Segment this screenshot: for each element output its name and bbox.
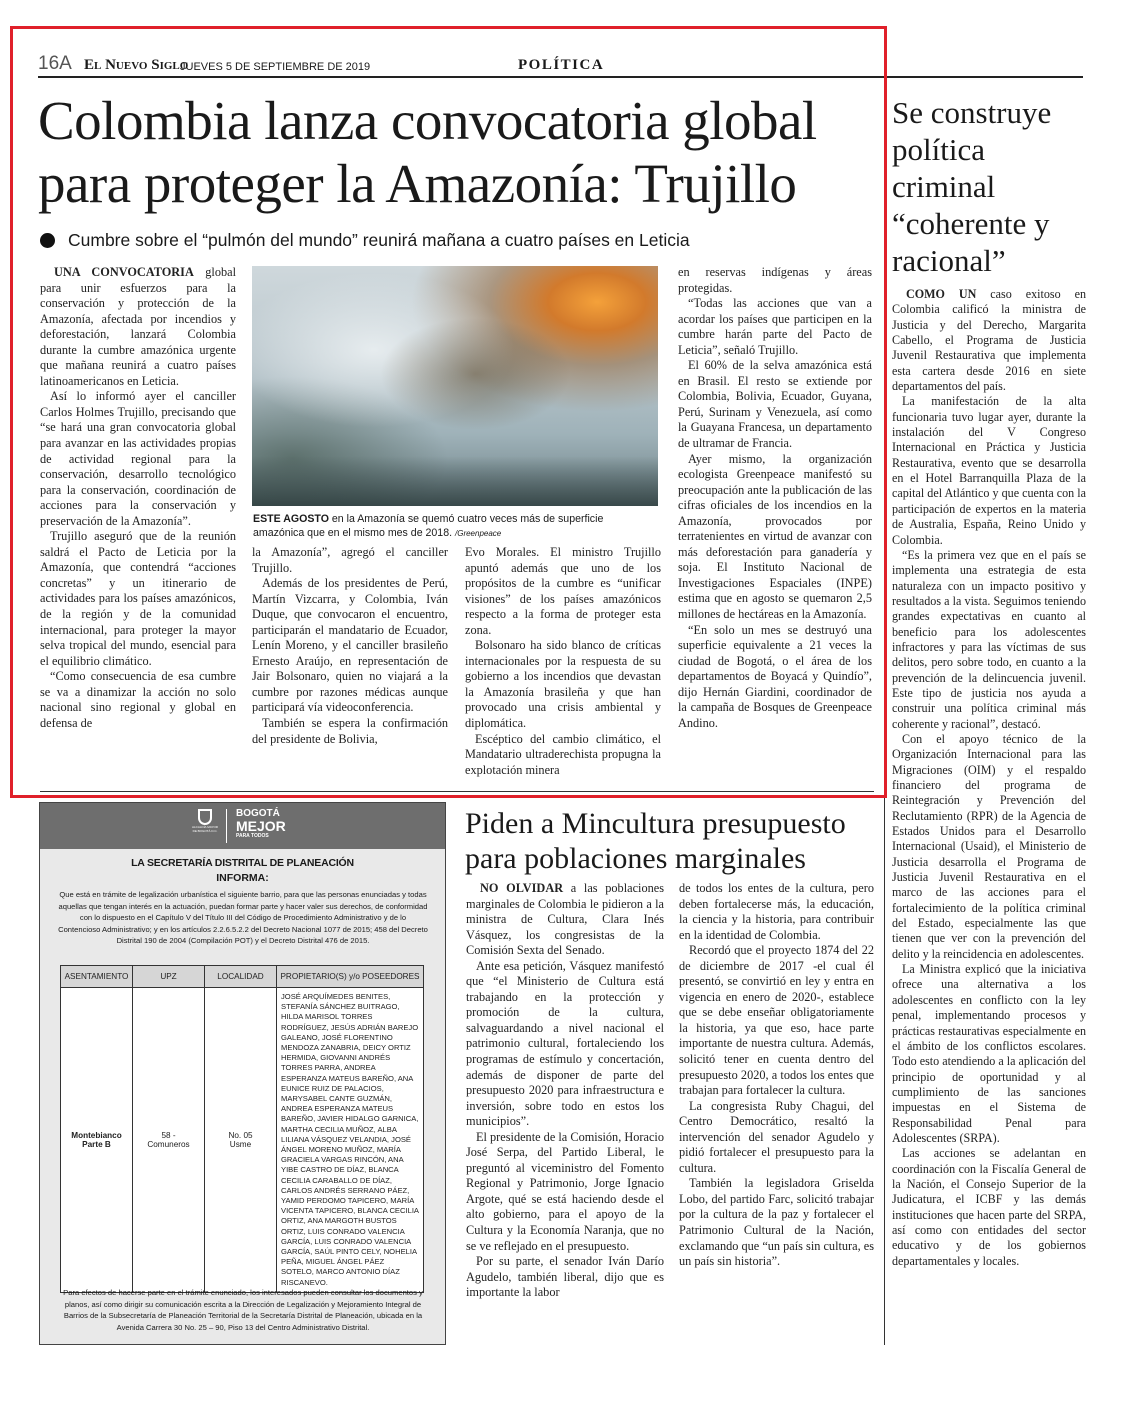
- page-header: [38, 55, 1083, 77]
- notice-banner: [40, 803, 445, 849]
- section-rule: [40, 791, 874, 792]
- right-column: COMO UN caso exitoso en Colombia calificó la ministra de Justicia y del Derecho, Margarita Cabello, el Programa de Justicia Juvenil Restaurativa que implementa esta cartera desde 2016 en siete departamentos del país. La manifestación de la alta funcionaria tuvo lugar ayer, durante la instalación del V Congreso Internacional en Práctica y Justicia Restaurativa, evento que se desarrolla en el Hotel Barranquilla Plaza de la capital del Atlántico y que cuenta con la participación de expertos en la materia de Australia, España, Reino Unido y Colombia. “Es la primera vez que en el país se implementa una estrategia de esta naturaleza con un impacto positivo y resultados a la vista. Seguimos teniendo grandes expectativas en cuanto al beneficio para los adolescentes infractores y para las víctimas de sus delitos, pero sobre todo, en cuanto a la prevención de la delincuencia juvenil. Este tipo de justicia nos ayuda a construir una política criminal más coherente y racional”, destacó. Con el apoyo técnico de la Organización Internacional para las Migraciones (OIM) y el respaldo financiero del programa de Reintegración y Prevención del Reclutamiento (RPR) de la Agencia de Estados Unidos para el Desarrollo Internacional (Usaid), el Ministerio de Justicia desarrolla el Programa de Justicia Juvenil Restaurativa en el marco de las acciones para el fortalecimiento de la política criminal del Estado, especialmente las que tienen que ver con la prevención del delito y la reincidencia en adolescentes. La Ministra explicó que la iniciativa ofrece una alternativa a los adolescentes en conflicto con la ley penal, implementando procesos y prácticas restaurativas especialmente en el ámbito de los conflictos escolares. Todo esto atendiendo a la aplicación del principio de oportunidad y al cumplimiento de las sanciones impuestas en el Sistema de Responsabilidad Penal para Adolescentes (SRPA). Las acciones se adelantan en coordinación con la Fiscalía General de la Nación, el Consejo Superior de la Judicatura, el ICBF y las demás instituciones que hacen parte del SRPA, así como con entidades del sector educativo y de los gobiernos departamentales y locales.: [892, 287, 1086, 1268]
- main-col-4: en reservas indígenas y áreas protegidas. “Todas las acciones que van a acordar los países que participen en la cumbre harán parte del Pacto de Leticia”, señaló Trujillo. El 60% de la selva amazónica está en Brasil. El resto se extiende por Colombia, Bolivia, Ecuador, Guyana, Perú, Surinam y Venezuela, así como la Guayana Francesa, un departamento de ultramar de Francia. Ayer mismo, la organización ecologista Greenpeace manifestó su preocupación ante la publicación de las cifras oficiales de los incendios en la Amazonía, provocados por terratenientes en virtud de avanzar con más deforestación para ganadería y soja. El Instituto Nacional de Investigaciones Espaciales (INPE) estima que en agosto se quemaron 2,5 millones de hectáreas en la Amazonía. “En solo un mes se destruyó una superficie equivalente a 21 veces la ciudad de Bogotá, o el área de los departamentos de Boyacá y Quindío”, dijo Hernán Giardini, coordinador de la campaña de Bosques de Greenpeace Andino.: [678, 265, 872, 730]
- paragraph: NO OLVIDAR a las poblaciones marginales de Colombia le pidieron a la ministra de Cultura, Clara Inés Vásquez, los congresistas de la Comisión Sexta del Senado.: [466, 881, 664, 958]
- bogota-seal-logo: ALCALDÍA MAYOR DE BOGOTÁ D.C.: [190, 809, 220, 843]
- notice-table: ASENTAMIENTO UPZ LOCALIDAD PROPIETARIO(S) y/o POSEEDORES Montebianco Parte B 58 - Comuneros No. 05 Usme JOSÉ ARQUÍMEDES BENITES, STEFANÍA SÁNCHEZ BUITRAGO, HILDA MARISOL TORRES RODRÍGUEZ, JESÚS ADRIÁN BAREJO GALEANO, JOSÉ FLORENTINO MENDOZA ZANABRIA, DEICY ORTIZ HERMIDA, GIOVANNI ANDRÉS TORRES PARRA, ANDREA ESPERANZA MATEUS BAREÑO, ANA EUNICE RUIZ DE PALACIOS, MARYSABEL CANTE GUZMÁN, ANDREA ESPERANZA MATEUS BAREÑO, JAVIER HIDALGO GARNICA, MARTHA CECILIA MUÑOZ, ALBA LILIANA VÁSQUEZ VELANDIA, JOSÉ ÁNGEL MORENO MUÑOZ, MARÍA GRACIELA VARGAS RINCÓN, ANA YIBE CASTRO DE DÍAZ, BLANCA CECILIA CARABALLO DE DÍAZ, CARLOS ANDRÉS SERRANO PÁEZ, YAMID PERDOMO TAPICERO, MARÍA VICENTA TAPICERO, BLANCA CECILIA ORTIZ, ANA MARGOTH BUSTOS ORTIZ, LUIS CONRADO VALENCIA GARCÍA, LUIS CONRADO VALENCIA GARCÍA, SAÚL PINTO CELY, NOHELIA PEÑA, MIGUEL ÁNGEL PÁEZ SOTELO, MARCO ANTONIO DÍAZ RISCANEVO.: [60, 965, 424, 1293]
- main-col-3: Evo Morales. El ministro Trujillo apuntó además que uno de los propósitos de la cumbre es “unificar visiones” de los países amazónicos respecto a la forma de proteger esta zona. Bolsonaro ha sido blanco de críticas internacionales por la respuesta de su gobierno a los incendios que devastan la Amazonía brasileña y que han provocado una crisis ambiental y diplomática. Escéptico del cambio climático, el Mandatario ultraderechista propugna la explotación minera: [465, 545, 661, 777]
- owners-cell: JOSÉ ARQUÍMEDES BENITES, STEFANÍA SÁNCHEZ BUITRAGO, HILDA MARISOL TORRES RODRÍGUEZ, JESÚS ADRIÁN BAREJO GALEANO, JOSÉ FLORENTINO MENDOZA ZANABRIA, DEICY ORTIZ HERMIDA, GIOVANNI ANDRÉS TORRES PARRA, ANDREA ESPERANZA MATEUS BAREÑO, ANA EUNICE RUIZ DE PALACIOS, MARYSABEL CANTE GUZMÁN, ANDREA ESPERANZA MATEUS BAREÑO, JAVIER HIDALGO GARNICA, MARTHA CECILIA MUÑOZ, ALBA LILIANA VÁSQUEZ VELANDIA, JOSÉ ÁNGEL MORENO MUÑOZ, MARÍA GRACIELA VARGAS RINCÓN, ANA YIBE CASTRO DE DÍAZ, BLANCA CECILIA CARABALLO DE DÍAZ, CARLOS ANDRÉS SERRANO PÁEZ, YAMID PERDOMO TAPICERO, MARÍA VICENTA TAPICERO, BLANCA CECILIA ORTIZ, ANA MARGOTH BUSTOS ORTIZ, LUIS CONRADO VALENCIA GARCÍA, LUIS CONRADO VALENCIA GARCÍA, SAÚL PINTO CELY, NOHELIA PEÑA, MIGUEL ÁNGEL PÁEZ SOTELO, MARCO ANTONIO DÍAZ RISCANEVO.: [277, 988, 424, 1293]
- page-number: 16A: [38, 53, 72, 74]
- newspaper-name: El Nuevo Siglo: [84, 57, 189, 73]
- notice-title: LA SECRETARÍA DISTRITAL DE PLANEACIÓN: [131, 857, 354, 869]
- bogota-mejor-logo: BOGOTÁ MEJOR PARA TODOS: [236, 808, 286, 839]
- asentamiento-cell: Montebianco Parte B: [61, 988, 133, 1293]
- bullet-icon: [40, 233, 55, 248]
- legal-notice: [39, 802, 446, 1345]
- main-col-2: la Amazonía”, agregó el canciller Trujillo. Además de los presidentes de Perú, Martín Vizcarra, y Colombia, Iván Duque, que convocaron el encuentro, participarán el mandatario de Ecuador, Lenín Moreno, y el canciller brasileño Ernesto Araújo, en representación de Jair Bolsonaro, quien no viajará a la cumbre por razones médicas aunque participará vía videoconferencia. También se espera la confirmación del presidente de Bolivia,: [252, 545, 448, 746]
- notice-subtitle: INFORMA:: [216, 872, 269, 884]
- header-rule: [38, 76, 1083, 78]
- section-name: POLÍTICA: [518, 57, 605, 73]
- right-headline: Se construye política criminal “coherente y racional”: [892, 95, 1052, 278]
- notice-intro: Que está en trámite de legalización urbanística el siguiente barrio, para que las personas enunciadas y todas aquellas que tengan interés en la actuación, puedan formar parte y hacer valer sus derechos, de conformidad con lo dispuesto en el Capítulo V del Título III del Código de Procedimiento Administrativo y de lo Contencioso Administrativo; y en los artículos 2.2.6.5.2.2 del Decreto Nacional 1077 de 2015; 458 del Decreto Distrital 190 de 2004 (Compilación POT) y el Decreto Distrital 476 de 2015.: [58, 890, 428, 945]
- issue-date: JUEVES 5 DE SEPTIEMBRE DE 2019: [180, 61, 371, 73]
- paragraph: “Como consecuencia de esa cumbre se va a dinamizar la acción no solo nacional sino regional y global en defensa de: [40, 669, 236, 730]
- middle-col-2: de todos los entes de la cultura, pero deben fortalecerse más, la educación, la ciencia y la historia, para contribuir en la identidad de Colombia. Recordó que el proyecto 1874 del 22 de diciembre de 2017 -el cual él presentó, se convirtió en ley y entra en vigencia en enero de 2020-, establece que se debe enseñar obligatoriamente la historia, ya que eso, hace parte importante de nuestra cultura. Además, solicitó tener en cuenta dentro del presupuesto 2020, a todos los entes que trabajan para fortalecer la cultura. La congresista Ruby Chagui, del Centro Democrático, resaltó la intervención del senador Agudelo y pidió fortalecer el presupuesto para la cultura. También la legisladora Griselda Lobo, del partido Farc, solicitó trabajar por la cultura de la paz y fortalecer el Patrimonio Cultural de la Nación, exclamando que “un país sin cultura, es un país sin historia”.: [679, 881, 874, 1269]
- paragraph: COMO UN caso exitoso en Colombia calificó la ministra de Justicia y del Derecho, Margarita Cabello, el Programa de Justicia Juvenil Restaurativa que implementa esta cartera desde 2016 en siete departamentos del país.: [892, 287, 1086, 394]
- column-rule: [884, 95, 885, 1345]
- notice-footer: Para efectos de hacerse parte en el trámite enunciado, los interesados pueden consultar los documentos y planos, así como dirigir su comunicación escrita a la Dirección de Legalización y Mejoramiento Integral de Barrios de la Subsecretaría de Planeación Territorial de la Secretaría Distrital de Planeación, ubicada en la Avenida Carrera 30 No. 25 – 90, Piso 13 del Centro Administrativo Distrital.: [63, 1288, 423, 1332]
- photo-caption: ESTE AGOSTO en la Amazonía se quemó cuatro veces más de superficie amazónica que en el mismo mes de 2018. /Greenpeace: [253, 513, 604, 539]
- main-col-1: [40, 265, 236, 731]
- main-headline: Colombia lanza convocatoria global para proteger la Amazonía: Trujillo: [38, 90, 817, 214]
- paragraph: Así lo informó ayer el canciller Carlos Holmes Trujillo, precisando que “se hará una gran convocatoria global para avanzar en las actividades propias de actividad regional para la conservación, desarrollo tecnológico para la conservación, coordinación de acciones para la conservación y preservación de la Amazonía”.: [40, 389, 236, 528]
- middle-headline: Piden a Mincultura presupuesto para poblaciones marginales: [465, 807, 846, 875]
- middle-col-1: NO OLVIDAR a las poblaciones marginales de Colombia le pidieron a la ministra de Cultura, Clara Inés Vásquez, los congresistas de la Comisión Sexta del Senado. Ante esa petición, Vásquez manifestó que “el Ministerio de Cultura está trabajando en la protección y promoción de la cultura, salvaguardando a nivel nacional el patrimonio cultural, fortaleciendo los programas de estímulo y concertación, además de disponer de parte del presupuesto 2020 para infraestructura e inversión, sobre todo en estos los municipios”. El presidente de la Comisión, Horacio José Serpa, del Partido Liberal, le preguntó al viceministro del Fomento Regional y Patrimonio, Jorge Ignacio Argote, qué se está haciendo desde el alto gobierno, para el apoyo de la Cultura y la Economía Naranja, que no se ve reflejado en el presupuesto. Por su parte, el senador Iván Darío Agudelo, también liberal, dijo que es importante la labor: [466, 881, 664, 1300]
- localidad-cell: No. 05 Usme: [205, 988, 277, 1293]
- paragraph: UNA CONVOCATORIA global para unir esfuerzos para la conservación y protección de la Amazonía, afectada por incendios y deforestación, lanzará Colombia durante la cumbre amazónica urgente que mañana reunirá a cuatro países latinoamericanos en Leticia.: [40, 265, 236, 388]
- paragraph: Trujillo aseguró que de la reunión saldrá el Pacto de Leticia por la Amazonía, que contendrá “acciones concretas” y un itinerario de actividades para los países amazónicos, de la región y de la comunidad internacional, para proteger la mayor selva tropical del mundo, esencial para el equilibrio climático.: [40, 529, 236, 668]
- main-photo: [252, 266, 658, 506]
- upz-cell: 58 - Comuneros: [133, 988, 205, 1293]
